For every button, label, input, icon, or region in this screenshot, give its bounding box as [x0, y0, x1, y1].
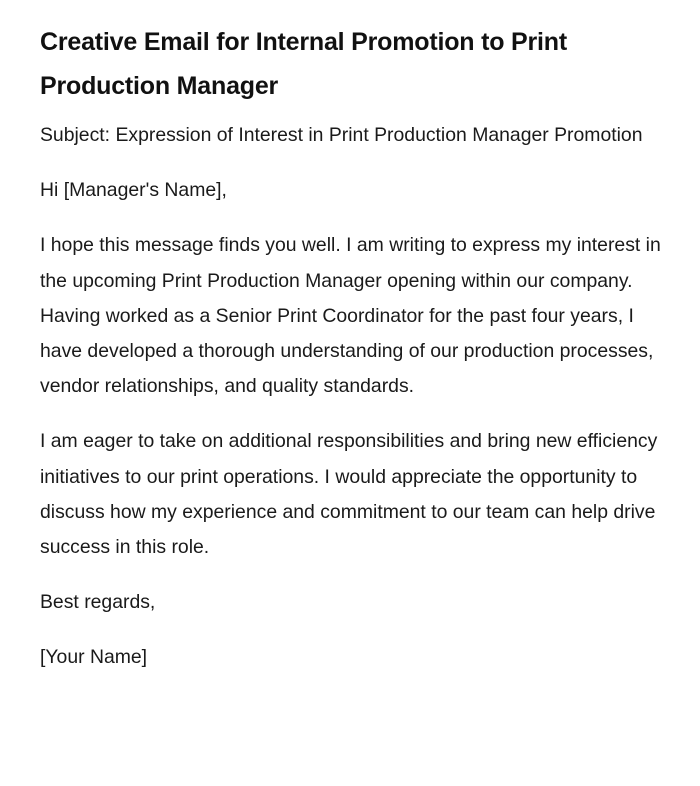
email-document — [40, 20, 670, 696]
email-body-paragraph: I hope this message finds you well. I am writing to express my interest in the upcoming Print Production Manager opening within our company. Having worked as a Senior Print Coordinator for the past four years, I have developed a thorough understanding of our production processes, vendor relationships, and quality standards. — [40, 234, 661, 398]
email-closing: Best regards, — [40, 591, 156, 614]
email-body-paragraph: I am eager to take on additional responsibilities and bring new efficiency initiatives to our print operations. I would appreciate the opportunity to discuss how my experience and commitment to our team can help drive success in this role. — [40, 430, 658, 559]
document-title: Creative Email for Internal Promotion to Print Production Manager — [40, 28, 567, 100]
email-subject: Subject: Expression of Interest in Print Production Manager Promotion — [40, 124, 643, 146]
email-greeting: Hi [Manager's Name], — [40, 179, 227, 202]
email-signature: [Your Name] — [40, 646, 148, 669]
